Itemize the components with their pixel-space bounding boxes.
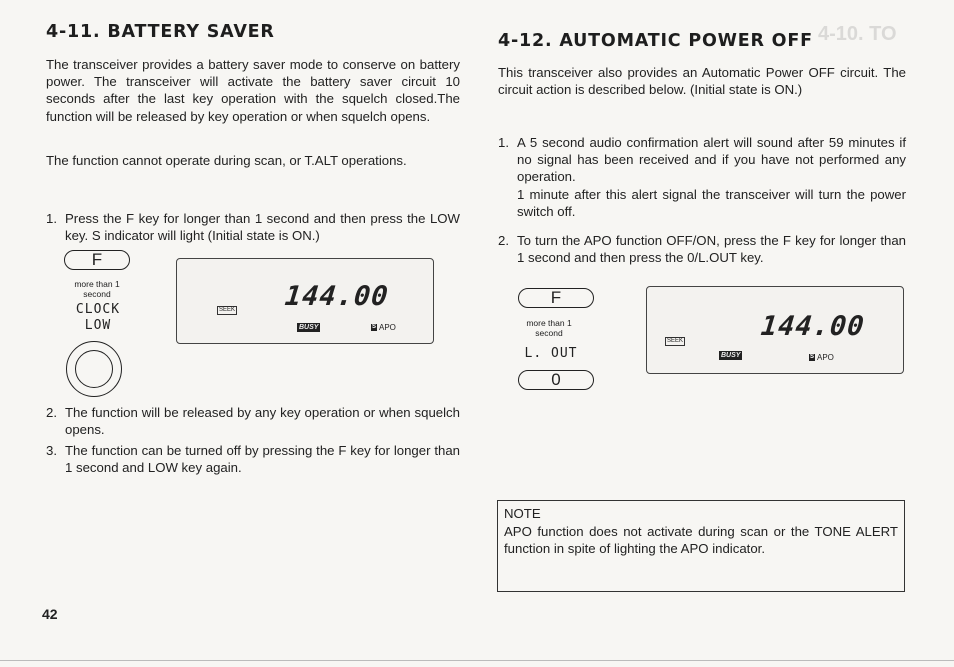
hold-duration-note: more than 1 second bbox=[526, 318, 572, 338]
f-key-icon bbox=[64, 250, 130, 270]
seek-indicator: SEEK bbox=[219, 307, 236, 313]
frequency-readout: 144.00 bbox=[759, 311, 867, 342]
list-item-number: 2. bbox=[46, 405, 57, 420]
frequency-readout: 144.00 bbox=[283, 281, 391, 312]
list-item-number: 3. bbox=[46, 443, 57, 458]
dial-knob-icon bbox=[66, 341, 122, 397]
list-item-number: 2. bbox=[498, 233, 509, 248]
list-item-number: 1. bbox=[498, 135, 509, 150]
list-item bbox=[46, 404, 460, 438]
list-item-text: Press the F key for longer than 1 second and then press the LOW key. S indicator will light (Initial state is ON.) bbox=[65, 211, 460, 244]
note-title: NOTE bbox=[504, 506, 541, 521]
s-apo-indicator bbox=[371, 323, 396, 332]
key-label: F bbox=[550, 288, 562, 307]
intro-paragraph: This transceiver also provides an Automatic Power OFF circuit. The circuit action is described below. (Initial state is ON.) bbox=[498, 65, 906, 98]
f-key-icon bbox=[518, 288, 594, 308]
list-item-text: The function will be released by any key operation or when squelch opens. bbox=[65, 405, 460, 438]
busy-indicator: BUSY bbox=[721, 352, 741, 359]
s-indicator: S bbox=[371, 324, 376, 331]
page-number: 42 bbox=[42, 606, 58, 622]
section-heading: 4-12. AUTOMATIC POWER OFF bbox=[498, 31, 813, 51]
zero-key-icon bbox=[518, 370, 594, 390]
seek-indicator: SEEK bbox=[667, 338, 684, 344]
list-item bbox=[46, 442, 460, 476]
lcd-display bbox=[646, 286, 904, 374]
section-heading: 4-11. BATTERY SAVER bbox=[46, 22, 275, 42]
list-item bbox=[498, 232, 906, 266]
page-edge-divider bbox=[0, 660, 954, 661]
bleed-through-heading: 4-10. TO bbox=[818, 23, 897, 45]
s-apo-indicator bbox=[809, 353, 834, 362]
key-label: 0 bbox=[551, 370, 561, 389]
s-indicator: S bbox=[809, 354, 814, 361]
intro-paragraph: The transceiver provides a battery saver mode to conserve on battery power. The transceiver will activate the battery saver circuit 10 seconds after the last key operation with the squelch closed.The function will be released by key operation or when squelch opens. bbox=[46, 57, 460, 124]
key-label: F bbox=[91, 250, 103, 269]
intro-paragraph-2: The function cannot operate during scan, or T.ALT operations. bbox=[46, 153, 407, 168]
list-item bbox=[46, 210, 460, 244]
list-item-text: To turn the APO function OFF/ON, press the F key for longer than 1 second and then press the 0/L.OUT key. bbox=[517, 233, 906, 266]
list-item-number: 1. bbox=[46, 211, 57, 226]
busy-indicator: BUSY bbox=[299, 324, 319, 331]
clock-key-label: CLOCK bbox=[75, 302, 121, 317]
hold-duration-note: more than 1 second bbox=[74, 279, 120, 299]
list-item bbox=[498, 134, 906, 220]
list-item-text: The function can be turned off by pressing the F key for longer than 1 second and LOW key again. bbox=[65, 443, 460, 476]
low-key-label: LOW bbox=[84, 318, 112, 333]
note-text: APO function does not activate during scan or the TONE ALERT function in spite of lighting the APO indicator. bbox=[504, 523, 898, 556]
apo-indicator: APO bbox=[379, 323, 396, 332]
lcd-display bbox=[176, 258, 434, 344]
list-item-extra-text: 1 minute after this alert signal the transceiver will turn the power switch off. bbox=[517, 186, 906, 219]
apo-indicator: APO bbox=[817, 353, 834, 362]
note-box bbox=[497, 500, 905, 592]
list-item-text: A 5 second audio confirmation alert will sound after 59 minutes if no signal has been received and if you have not performed any operation. bbox=[517, 135, 906, 185]
l-out-key-label: L. OUT bbox=[524, 346, 578, 361]
